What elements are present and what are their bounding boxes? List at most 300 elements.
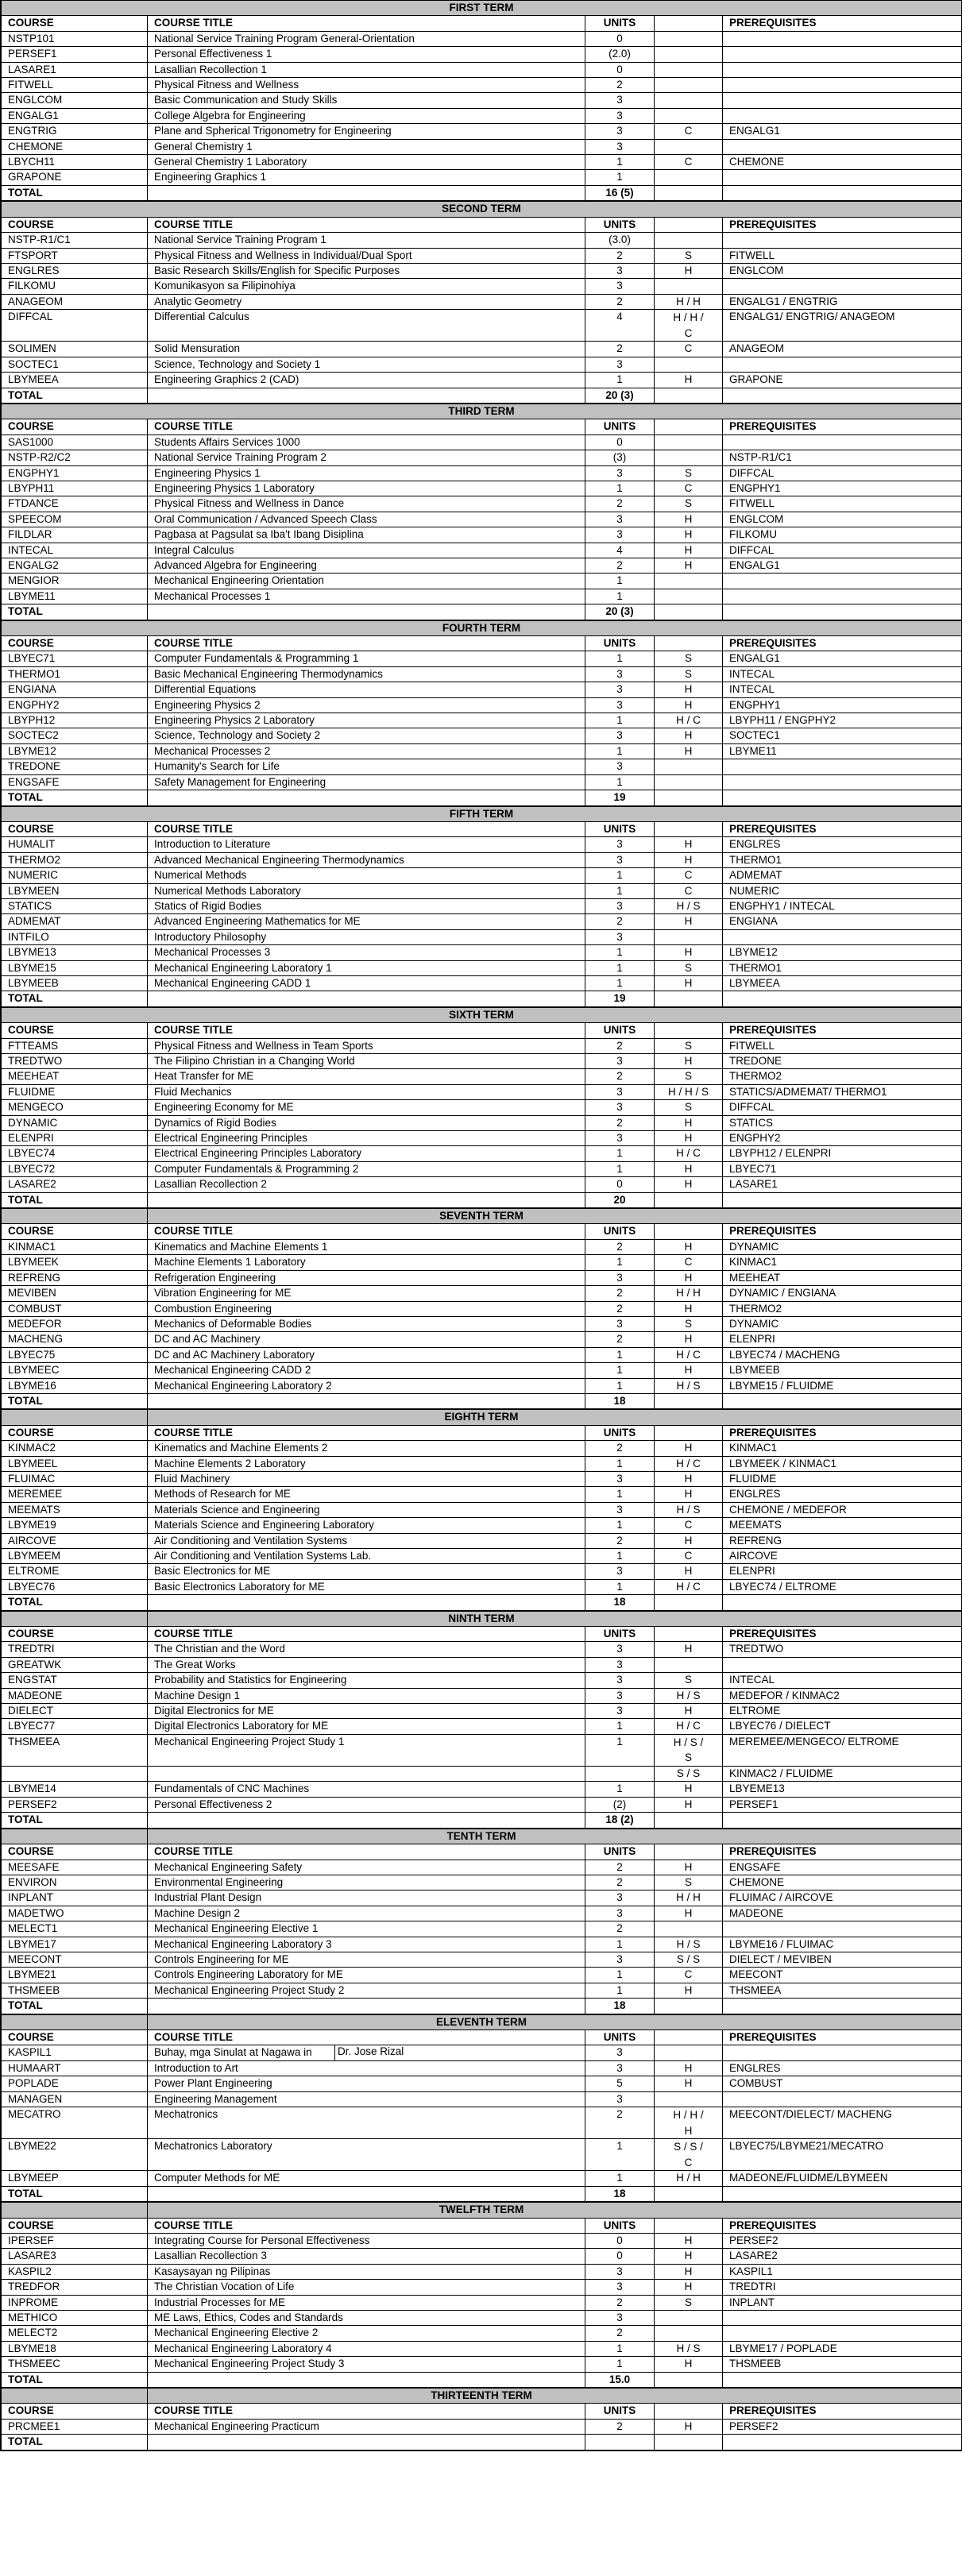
course-prerequisites: THSMEEA (723, 1983, 962, 1998)
course-units: 2 (585, 294, 655, 309)
course-units: 3 (585, 465, 655, 481)
course-row (2, 929, 962, 944)
course-prerequisites: ELENPRI (723, 1332, 962, 1347)
course-units: 1 (585, 1719, 655, 1734)
course-row (2, 1782, 962, 1797)
course-title: Engineering Physics 2 (148, 697, 585, 713)
course-code: DIELECT (2, 1704, 148, 1719)
total-row (2, 604, 962, 620)
course-code: MENGECO (2, 1100, 148, 1115)
requisite-type (655, 589, 723, 604)
total-row (2, 388, 962, 403)
term-table (1, 404, 962, 620)
course-row (2, 651, 962, 666)
course-code: THERMO2 (2, 852, 148, 867)
column-header-row (2, 1627, 962, 1642)
course-prerequisites: INTECAL (723, 666, 962, 682)
course-title: Air Conditioning and Ventilation Systems Lab. (148, 1549, 585, 1564)
course-code: LBYPH12 (2, 713, 148, 728)
course-code: FTTEAMS (2, 1038, 148, 1053)
course-row (2, 2234, 962, 2249)
total-empty-title (148, 1813, 585, 1828)
total-label: TOTAL (2, 185, 148, 200)
total-empty-type (655, 2435, 723, 2450)
course-row (2, 450, 962, 465)
course-row (2, 1270, 962, 1285)
course-code: COMBUST (2, 1301, 148, 1316)
column-header-row (2, 1224, 962, 1239)
total-row (2, 185, 962, 200)
course-units: 1 (585, 1518, 655, 1533)
course-title: Industrial Processes for ME (148, 2295, 585, 2310)
course-units: 4 (585, 543, 655, 558)
course-row (2, 975, 962, 991)
requisite-type-continued: C (684, 2156, 693, 2169)
requisite-type (655, 450, 723, 465)
term-table (1, 2202, 962, 2388)
column-header-row (2, 636, 962, 651)
course-title: ME Laws, Ethics, Codes and Standards (148, 2311, 585, 2326)
course-code: LBYME13 (2, 945, 148, 960)
requisite-type (655, 929, 723, 944)
requisite-type: H (655, 975, 723, 991)
course-title: Engineering Management (148, 2091, 585, 2107)
requisite-type: H / H (655, 1286, 723, 1301)
term-header-row (2, 1209, 962, 1224)
course-prerequisites (723, 139, 962, 154)
course-row (2, 279, 962, 294)
course-prerequisites: MEECONT (723, 1968, 962, 1983)
total-empty-title (148, 991, 585, 1006)
course-code: LBYEC76 (2, 1579, 148, 1594)
course-prerequisites: DIFFCAL (723, 543, 962, 558)
course-code: MENGIOR (2, 574, 148, 589)
title-column-header: COURSE TITLE (148, 2218, 585, 2233)
course-units: 2 (585, 1115, 655, 1130)
requisite-type: H / H / (673, 2109, 704, 2121)
course-units: 1 (585, 1146, 655, 1161)
course-column-header: COURSE (2, 1627, 148, 1642)
course-prerequisites (723, 434, 962, 450)
term-table (1, 1208, 962, 1409)
course-code: DYNAMIC (2, 1115, 148, 1130)
course-row (2, 1564, 962, 1579)
course-row (2, 1704, 962, 1719)
course-row (2, 1054, 962, 1069)
units-column-header: UNITS (585, 1224, 655, 1239)
course-units: 3 (585, 139, 655, 154)
course-units: 3 (585, 898, 655, 913)
course-prerequisites (723, 2045, 962, 2060)
course-code: TREDFOR (2, 2280, 148, 2295)
requisite-type: C (655, 1518, 723, 1533)
requisite-type: H (655, 1161, 723, 1176)
total-units: 16 (5) (585, 185, 655, 200)
requisite-type (655, 434, 723, 450)
course-title: Digital Electronics Laboratory for ME (148, 1719, 585, 1734)
course-units: 3 (585, 357, 655, 372)
term-header-row (2, 806, 962, 821)
course-row (2, 527, 962, 543)
course-units: 3 (585, 852, 655, 867)
total-units: 18 (2) (585, 1813, 655, 1828)
course-prerequisites (723, 2311, 962, 2326)
course-prerequisites: ADMEMAT (723, 868, 962, 883)
total-label: TOTAL (2, 1393, 148, 1408)
course-row (2, 852, 962, 867)
course-code: HUMALIT (2, 837, 148, 852)
course-row (2, 1487, 962, 1502)
course-row (2, 2139, 962, 2171)
course-code: ENVIRON (2, 1875, 148, 1890)
course-units: 1 (585, 1549, 655, 1564)
course-prerequisites: ENGPHY1 / INTECAL (723, 898, 962, 913)
course-code: ENGALG1 (2, 108, 148, 123)
course-row (2, 1131, 962, 1146)
course-title: Numerical Methods (148, 868, 585, 883)
requisite-type: H (655, 1860, 723, 1875)
course-code: INPLANT (2, 1890, 148, 1906)
course-code: SAS1000 (2, 434, 148, 450)
course-title: Engineering Physics 1 Laboratory (148, 481, 585, 496)
course-title: Physical Fitness and Wellness in Dance (148, 496, 585, 512)
course-title: Electrical Engineering Principles (148, 1131, 585, 1146)
course-code: LBYMEEP (2, 2171, 148, 2186)
course-title: Mechanics of Deformable Bodies (148, 1316, 585, 1331)
requisite-type: H (655, 743, 723, 759)
course-units: 2 (585, 1533, 655, 1548)
course-column-header: COURSE (2, 1023, 148, 1038)
course-title: Digital Electronics for ME (148, 1704, 585, 1719)
requisite-type-continued: C (684, 326, 693, 339)
course-title: Mechatronics Laboratory (148, 2139, 585, 2171)
course-row (2, 1890, 962, 1906)
course-prerequisites (723, 1921, 962, 1937)
course-code: FLUIMAC (2, 1471, 148, 1486)
course-title: Mechanical Engineering Laboratory 4 (148, 2341, 585, 2356)
requisite-type: H / S (655, 1502, 723, 1517)
total-empty-type (655, 388, 723, 403)
course-row (2, 1983, 962, 1998)
course-prerequisites (723, 31, 962, 46)
course-code: HUMAART (2, 2060, 148, 2076)
course-row (2, 1502, 962, 1517)
course-title: Introductory Philosophy (148, 929, 585, 944)
total-row (2, 1393, 962, 1408)
course-title: Controls Engineering Laboratory for ME (148, 1968, 585, 1983)
course-units: 1 (585, 373, 655, 388)
course-code: LASARE3 (2, 2249, 148, 2264)
requisite-type: H (655, 1471, 723, 1486)
course-title: Analytic Geometry (148, 294, 585, 309)
course-code: ENGLCOM (2, 93, 148, 108)
course-title: Mechanical Engineering CADD 1 (148, 975, 585, 991)
total-row (2, 1192, 962, 1207)
course-code: ENGPHY2 (2, 697, 148, 713)
course-code: LBYEC72 (2, 1161, 148, 1176)
course-row (2, 108, 962, 123)
course-units: 2 (585, 342, 655, 357)
course-prerequisites: THERMO1 (723, 852, 962, 867)
course-units: 1 (585, 1456, 655, 1471)
requisite-type: H (655, 527, 723, 543)
term-table (1, 1409, 962, 1610)
course-title: Plane and Spherical Trigonometry for Engineering (148, 124, 585, 139)
course-code: INPROME (2, 2295, 148, 2310)
course-prerequisites: LBYMEEA (723, 975, 962, 991)
course-title: DC and AC Machinery (148, 1332, 585, 1347)
requisite-type: S (655, 666, 723, 682)
course-title: Combustion Engineering (148, 1301, 585, 1316)
course-code: SOCTEC1 (2, 357, 148, 372)
course-code: LBYMEEN (2, 883, 148, 898)
prereq-column-header: PREREQUISITES (723, 821, 962, 836)
course-units: 3 (585, 2280, 655, 2295)
course-prerequisites: THERMO2 (723, 1069, 962, 1084)
course-row (2, 883, 962, 898)
course-prerequisites: MEECONT/DIELECT/ MACHENG (723, 2107, 962, 2139)
course-prerequisites (723, 759, 962, 774)
term-header-row (2, 2203, 962, 2218)
course-row (2, 1347, 962, 1362)
requisite-type: S (655, 1069, 723, 1084)
course-title: Numerical Methods Laboratory (148, 883, 585, 898)
requisite-type: C (655, 868, 723, 883)
total-row (2, 2372, 962, 2387)
total-label: TOTAL (2, 388, 148, 403)
course-title: Mechanical Processes 2 (148, 743, 585, 759)
course-title: Kinematics and Machine Elements 1 (148, 1239, 585, 1254)
requisite-type: H (655, 1239, 723, 1254)
course-row (2, 2107, 962, 2139)
course-code: LBYMEEM (2, 1549, 148, 1564)
course-title: Fluid Mechanics (148, 1084, 585, 1099)
course-column-header: COURSE (2, 1844, 148, 1860)
total-empty-prereq (723, 1999, 962, 2014)
total-empty-prereq (723, 604, 962, 620)
total-empty-type (655, 185, 723, 200)
prereq-column-header: PREREQUISITES (723, 2404, 962, 2419)
course-units: 3 (585, 728, 655, 743)
course-row (2, 743, 962, 759)
term-title: NINTH TERM (148, 1611, 962, 1626)
title-column-header: COURSE TITLE (148, 2404, 585, 2419)
course-code: NSTP-R2/C2 (2, 450, 148, 465)
course-prerequisites (723, 929, 962, 944)
course-title: Physical Fitness and Wellness in Team Sports (148, 1038, 585, 1053)
course-prerequisites: ENGSAFE (723, 1860, 962, 1875)
course-column-header: COURSE (2, 821, 148, 836)
course-title-wrap (154, 2045, 585, 2060)
requisite-type: H (655, 1704, 723, 1719)
course-title: Advanced Engineering Mathematics for ME (148, 914, 585, 929)
course-prerequisites: LBYMEEB (723, 1363, 962, 1378)
requisite-type: H (655, 1177, 723, 1192)
total-label: TOTAL (2, 790, 148, 805)
course-row (2, 1952, 962, 1967)
course-units: 2 (585, 2326, 655, 2341)
title-column-header: COURSE TITLE (148, 1023, 585, 1038)
requisite-type: H / H (655, 2171, 723, 2186)
course-code: LBYPH11 (2, 481, 148, 496)
course-code: CHEMONE (2, 139, 148, 154)
course-units: 1 (585, 945, 655, 960)
course-prerequisites (723, 2326, 962, 2341)
course-code: MADEONE (2, 1688, 148, 1703)
requisite-type: H (655, 2264, 723, 2279)
course-row (2, 93, 962, 108)
course-title: Mechanical Engineering Project Study 2 (148, 1983, 585, 1998)
course-code: ANAGEOM (2, 294, 148, 309)
type-column-header (655, 16, 723, 31)
course-title: Engineering Physics 1 (148, 465, 585, 481)
course-title: Fundamentals of CNC Machines (148, 1782, 585, 1797)
course-prerequisites: DIELECT / MEVIBEN (723, 1952, 962, 1967)
course-units: 4 (585, 310, 655, 342)
total-row (2, 1595, 962, 1610)
requisite-type: S (655, 2295, 723, 2310)
course-row (2, 2171, 962, 2186)
course-units: 3 (585, 1673, 655, 1688)
total-label: TOTAL (2, 2186, 148, 2201)
course-prerequisites: TREDONE (723, 1054, 962, 1069)
course-code: MEESAFE (2, 1860, 148, 1875)
course-title: The Filipino Christian in a Changing World (148, 1054, 585, 1069)
column-header-row (2, 217, 962, 232)
total-empty-title (148, 604, 585, 620)
course-title: Power Plant Engineering (148, 2076, 585, 2091)
course-title: Engineering Graphics 1 (148, 170, 585, 185)
requisite-type (655, 233, 723, 248)
course-units: 0 (585, 62, 655, 77)
course-column-header: COURSE (2, 2404, 148, 2419)
course-units: 1 (585, 1161, 655, 1176)
course-prerequisites: GRAPONE (723, 373, 962, 388)
course-row (2, 481, 962, 496)
term-title: FIFTH TERM (2, 806, 962, 821)
course-units: 0 (585, 2234, 655, 2249)
course-row (2, 47, 962, 62)
requisite-type: S (655, 248, 723, 263)
requisite-type: C (655, 124, 723, 139)
course-units: 1 (585, 1255, 655, 1270)
units-column-header: UNITS (585, 1425, 655, 1440)
course-code: LBYMEEL (2, 1456, 148, 1471)
requisite-type: S (655, 651, 723, 666)
course-prerequisites: INPLANT (723, 2295, 962, 2310)
course-row (2, 1719, 962, 1734)
course-row (2, 697, 962, 713)
total-units: 20 (3) (585, 388, 655, 403)
course-prerequisites: ENGALG1 (723, 558, 962, 574)
course-units: 5 (585, 2076, 655, 2091)
course-row (2, 62, 962, 77)
course-row (2, 139, 962, 154)
course-prerequisites (723, 589, 962, 604)
course-title: Humanity's Search for Life (148, 759, 585, 774)
course-row (2, 682, 962, 697)
course-units: (3) (585, 450, 655, 465)
course-title: The Christian Vocation of Life (148, 2280, 585, 2295)
prereq-column-header: PREREQUISITES (723, 1023, 962, 1038)
requisite-type (655, 279, 723, 294)
course-title: Integrating Course for Personal Effectiveness (148, 2234, 585, 2249)
requisite-type (655, 93, 723, 108)
total-empty-type (655, 604, 723, 620)
course-title: General Chemistry 1 (148, 139, 585, 154)
course-code: ENGSAFE (2, 774, 148, 790)
course-title: Air Conditioning and Ventilation Systems (148, 1533, 585, 1548)
column-header-row (2, 1844, 962, 1860)
course-title: Machine Elements 2 Laboratory (148, 1456, 585, 1471)
course-code: MEECONT (2, 1952, 148, 1967)
type-column-header (655, 1224, 723, 1239)
course-prerequisites: FLUIDME (723, 1471, 962, 1486)
course-code: LBYME11 (2, 589, 148, 604)
course-code: LBYME22 (2, 2139, 148, 2171)
prereq-column-header: PREREQUISITES (723, 16, 962, 31)
course-row (2, 1363, 962, 1378)
course-prerequisites: TREDTWO (723, 1642, 962, 1657)
course-row (2, 2091, 962, 2107)
course-prerequisites: ENGLCOM (723, 263, 962, 278)
course-title: Lasallian Recollection 1 (148, 62, 585, 77)
total-empty-title (148, 2372, 585, 2387)
course-code: LBYME16 (2, 1378, 148, 1393)
course-code: MELECT1 (2, 1921, 148, 1937)
type-column-header (655, 636, 723, 651)
course-units: 3 (585, 124, 655, 139)
course-code: THSMEEC (2, 2357, 148, 2372)
course-prerequisites: ENGALG1 (723, 124, 962, 139)
course-column-header: COURSE (2, 2218, 148, 2233)
course-row (2, 2280, 962, 2295)
requisite-type (655, 2311, 723, 2326)
total-label: TOTAL (2, 2372, 148, 2387)
course-row (2, 1255, 962, 1270)
course-title: Mechanical Engineering Laboratory 3 (148, 1937, 585, 1952)
prereq-column-header: PREREQUISITES (723, 1844, 962, 1860)
requisite-type: H (655, 1131, 723, 1146)
requisite-type: C (655, 155, 723, 170)
course-code: KINMAC1 (2, 1239, 148, 1254)
course-units: 3 (585, 666, 655, 682)
course-prerequisites: ENGLRES (723, 2060, 962, 2076)
course-title: DC and AC Machinery Laboratory (148, 1347, 585, 1362)
course-prerequisites: KINMAC1 (723, 1255, 962, 1270)
course-title: Mechanical Engineering Practicum (148, 2419, 585, 2434)
total-empty-type (655, 2186, 723, 2201)
course-code: ELTROME (2, 1564, 148, 1579)
course-title: Advanced Algebra for Engineering (148, 558, 585, 574)
course-row (2, 1146, 962, 1161)
course-code: MEREMEE (2, 1487, 148, 1502)
course-units: 2 (585, 1038, 655, 1053)
requisite-type (655, 574, 723, 589)
type-column-header (655, 1844, 723, 1860)
type-column-header (655, 419, 723, 434)
requisite-type: H (655, 837, 723, 852)
term-header-gap (2, 2203, 148, 2218)
term-header-row (2, 2389, 962, 2404)
requisite-type: H / S / (673, 1736, 704, 1748)
total-empty-type (655, 2372, 723, 2387)
course-units: 1 (585, 1782, 655, 1797)
course-code: LBYME19 (2, 1518, 148, 1533)
total-empty-prereq (723, 2186, 962, 2201)
course-prerequisites: FITWELL (723, 496, 962, 512)
course-row (2, 1301, 962, 1316)
